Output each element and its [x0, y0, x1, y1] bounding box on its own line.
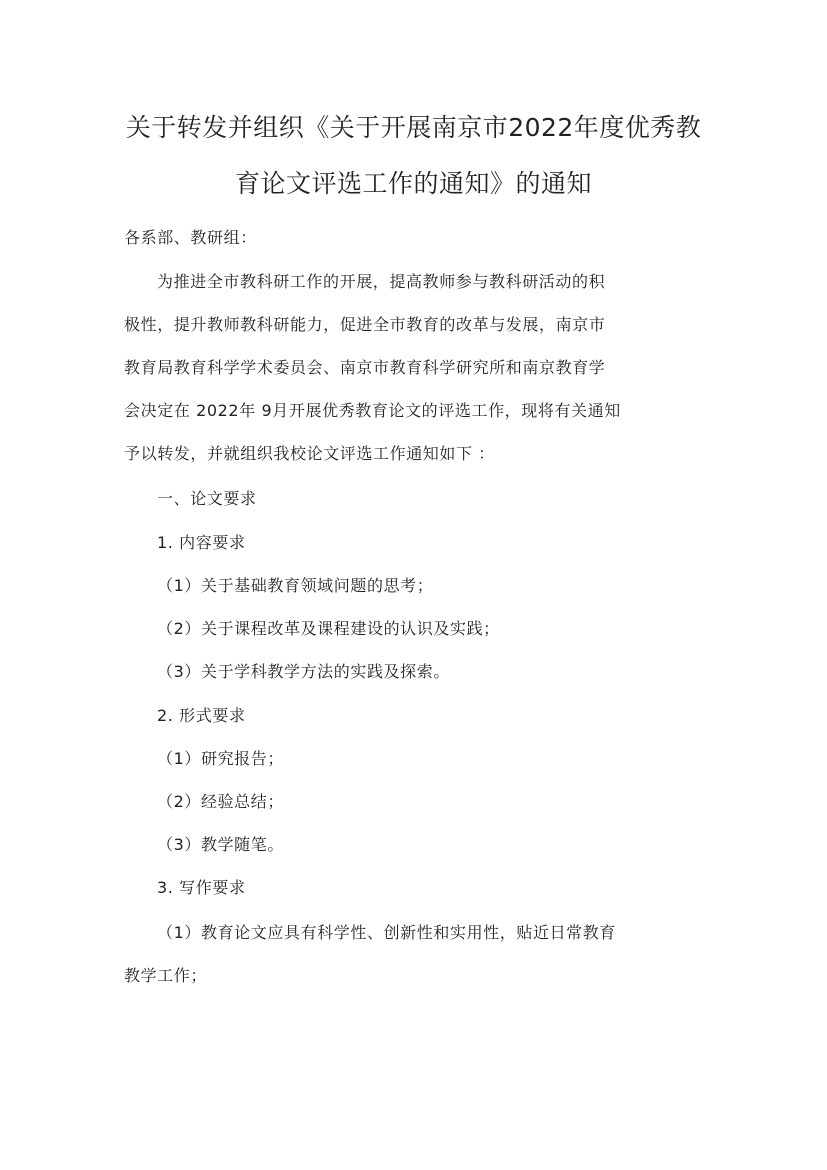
- list-item: （1）关于基础教育领域问题的思考；: [157, 576, 434, 595]
- subsection-heading-writing: 3. 写作要求: [157, 878, 246, 897]
- paragraph-line: 极性，提升教师教科研能力，促进全市教育的改革与发展，南京市: [124, 315, 606, 334]
- subsection-heading-content: 1. 内容要求: [157, 533, 246, 552]
- subsection-heading-form: 2. 形式要求: [157, 706, 246, 725]
- list-item: （2）经验总结；: [157, 792, 284, 811]
- section-heading: 一、论文要求: [157, 489, 257, 508]
- document-title-line-2: 育论文评选工作的通知》的通知: [234, 169, 592, 198]
- paragraph-line: 为推进全市教科研工作的开展，提高教师参与教科研活动的积: [157, 272, 606, 291]
- paragraph-line: 予以转发，并就组织我校论文评选工作通知如下 ：: [124, 444, 495, 463]
- paragraph-line: 会决定在 2022年 9月开展优秀教育论文的评选工作，现将有关通知: [124, 401, 621, 420]
- list-item: （3）教学随笔。: [157, 835, 284, 854]
- paragraph-line: 教育局教育科学学术委员会、南京市教育科学研究所和南京教育学: [124, 358, 606, 377]
- list-item: （1）研究报告；: [157, 749, 284, 768]
- list-item: （2）关于课程改革及课程建设的认识及实践；: [157, 619, 500, 638]
- document-title-line-1: 关于转发并组织《关于开展南京市2022年度优秀教: [125, 113, 702, 142]
- list-item-continuation: 教学工作；: [124, 966, 208, 985]
- salutation: 各系部、教研组：: [124, 228, 257, 247]
- list-item: （3）关于学科教学方法的实践及探索。: [157, 662, 450, 681]
- list-item: （1）教育论文应具有科学性、创新性和实用性，贴近日常教育: [157, 923, 616, 942]
